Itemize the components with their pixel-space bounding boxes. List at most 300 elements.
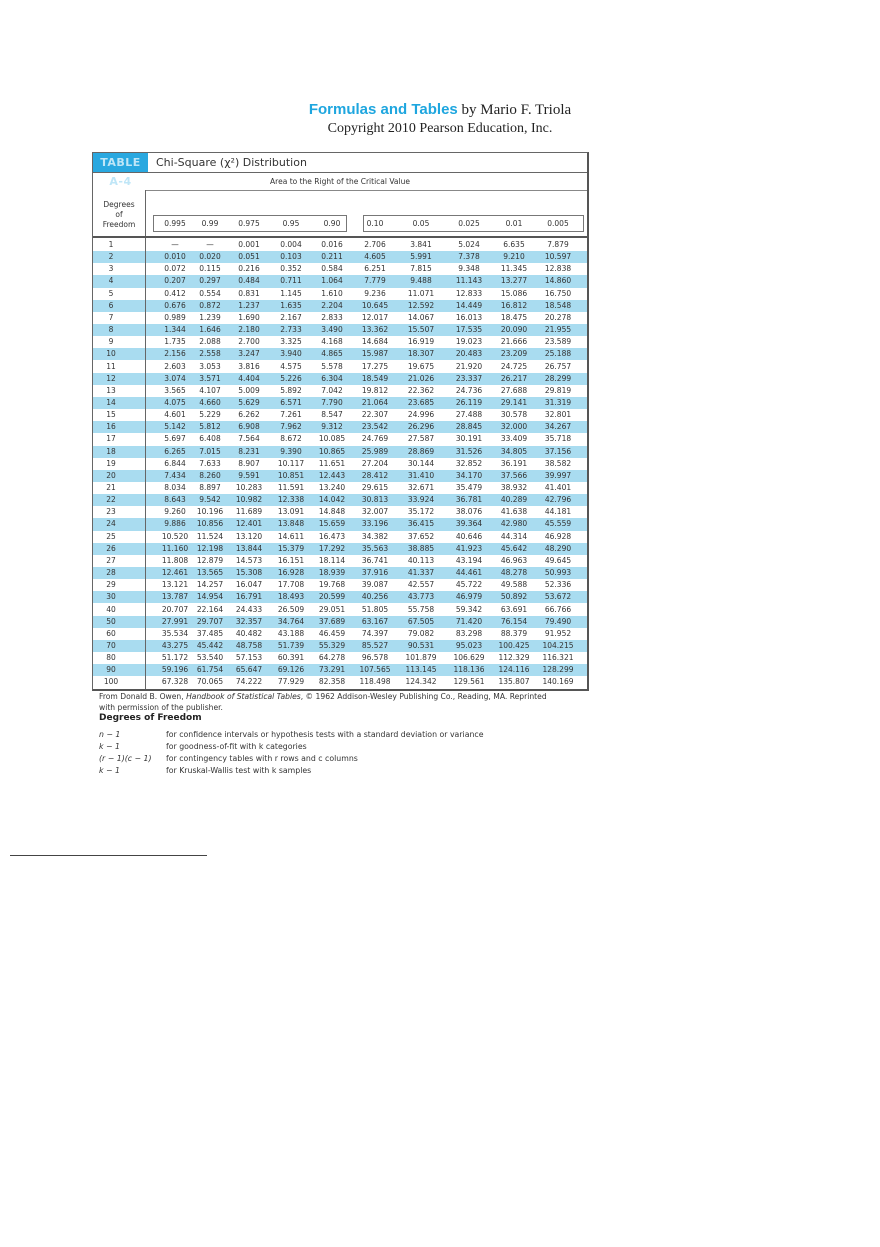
value-cell: 18.307 [407, 349, 435, 359]
value-cell: 35.718 [544, 434, 572, 444]
value-cell: 8.907 [238, 458, 260, 468]
df-cell: 10 [106, 349, 116, 359]
value-cell: 21.666 [500, 337, 528, 347]
value-cell: 11.808 [161, 555, 189, 565]
column-header: 0.005 [547, 219, 569, 228]
df-cell: 7 [108, 312, 114, 322]
value-cell: 0.831 [238, 288, 260, 298]
value-cell: 19.812 [361, 385, 389, 395]
value-cell: 9.348 [458, 264, 480, 274]
value-cell: 0.584 [321, 264, 343, 274]
value-cell: 79.490 [544, 616, 572, 626]
value-cell: 55.329 [318, 640, 346, 650]
value-cell: 5.812 [199, 422, 221, 432]
table-row [93, 579, 587, 591]
value-cell: 49.645 [544, 555, 572, 565]
value-cell: 7.790 [321, 397, 343, 407]
value-cell: 6.304 [321, 373, 343, 383]
value-cell: 6.265 [164, 446, 186, 456]
value-cell: 6.251 [364, 264, 386, 274]
value-cell: 29.707 [196, 616, 224, 626]
value-cell: 1.237 [238, 300, 260, 310]
value-cell: 0.016 [321, 240, 343, 249]
value-cell: 20.599 [318, 592, 346, 602]
value-cell: 28.869 [407, 446, 435, 456]
value-cell: 49.588 [500, 580, 528, 590]
value-cell: 9.591 [238, 470, 260, 480]
value-cell: 65.647 [235, 665, 263, 675]
table-row [93, 494, 587, 506]
value-cell: 4.404 [238, 373, 260, 383]
dof-description: for confidence intervals or hypothesis tests with a standard deviation or variance [166, 730, 484, 739]
author: by Mario F. Triola [457, 102, 572, 118]
value-cell: 9.488 [410, 276, 432, 286]
value-cell: 27.488 [455, 410, 483, 420]
value-cell: 18.475 [500, 312, 528, 322]
value-cell: 38.582 [544, 458, 572, 468]
table-row [93, 288, 587, 300]
value-cell: 3.816 [238, 361, 260, 371]
value-cell: 2.167 [280, 312, 302, 322]
value-cell: 23.685 [407, 397, 435, 407]
value-cell: 14.573 [235, 555, 263, 565]
column-header: 0.975 [238, 219, 260, 228]
value-cell: 43.188 [277, 628, 305, 638]
value-cell: 18.548 [544, 300, 572, 310]
value-cell: 107.565 [359, 665, 391, 675]
value-cell: 71.420 [455, 616, 483, 626]
value-cell: 5.892 [280, 385, 302, 395]
table-row [93, 361, 587, 373]
value-cell: 59.196 [161, 665, 189, 675]
value-cell: 24.769 [361, 434, 389, 444]
value-cell: 34.382 [361, 531, 389, 541]
value-cell: 2.700 [238, 337, 260, 347]
value-cell: 69.126 [277, 665, 305, 675]
value-cell: 15.379 [277, 543, 305, 553]
value-cell: 26.296 [407, 422, 435, 432]
value-cell: 20.278 [544, 312, 572, 322]
value-cell: 1.735 [164, 337, 186, 347]
value-cell: 13.848 [277, 519, 305, 529]
value-cell: 28.299 [544, 373, 572, 383]
value-cell: 79.082 [407, 628, 435, 638]
value-cell: 22.362 [407, 385, 435, 395]
value-cell: 8.547 [321, 410, 343, 420]
table-row [93, 409, 587, 421]
value-cell: 35.172 [407, 507, 435, 517]
table-row [93, 628, 587, 640]
value-cell: 51.739 [277, 640, 305, 650]
value-cell: 42.796 [544, 495, 572, 505]
value-cell: 27.204 [361, 458, 389, 468]
value-cell: 0.989 [164, 312, 186, 322]
df-cell: 22 [106, 495, 116, 505]
value-cell: 14.684 [361, 337, 389, 347]
table-row [93, 433, 587, 445]
value-cell: 39.087 [361, 580, 389, 590]
value-cell: 2.706 [364, 240, 386, 249]
value-cell: 0.072 [164, 264, 186, 274]
value-cell: 21.955 [544, 325, 572, 335]
value-cell: 46.928 [544, 531, 572, 541]
table-row [93, 251, 587, 263]
df-cell: 14 [106, 397, 116, 407]
source-note-line2: with permission of the publisher. [99, 703, 223, 712]
dof-description: for contingency tables with r rows and c columns [166, 754, 358, 763]
value-cell: 48.758 [235, 640, 263, 650]
value-cell: 19.023 [455, 337, 483, 347]
value-cell: 3.571 [199, 373, 221, 383]
value-cell: 36.191 [500, 458, 528, 468]
value-cell: 21.920 [455, 361, 483, 371]
value-cell: 43.194 [455, 555, 483, 565]
table-title: Chi-Square (χ²) Distribution [156, 156, 307, 169]
value-cell: 2.156 [164, 349, 186, 359]
value-cell: 0.020 [199, 252, 221, 262]
value-cell: 4.865 [321, 349, 343, 359]
value-cell: 14.611 [277, 531, 305, 541]
df-header-line: Freedom [102, 220, 136, 229]
value-cell: 1.064 [321, 276, 343, 286]
value-cell: 26.757 [544, 361, 572, 371]
value-cell: 25.188 [544, 349, 572, 359]
value-cell: 5.009 [238, 385, 260, 395]
table-row [93, 664, 587, 676]
value-cell: 13.844 [235, 543, 263, 553]
value-cell: 41.401 [544, 483, 572, 492]
value-cell: 18.549 [361, 373, 389, 383]
value-cell: — [206, 240, 214, 249]
value-cell: 36.781 [455, 495, 483, 505]
value-cell: 106.629 [453, 653, 485, 663]
value-cell: 11.345 [500, 264, 528, 274]
value-cell: 4.107 [199, 385, 221, 395]
value-cell: 13.565 [196, 568, 224, 578]
value-cell: 16.919 [407, 337, 435, 347]
value-cell: 20.707 [161, 604, 189, 614]
value-cell: 10.856 [196, 519, 224, 529]
value-cell: 0.872 [199, 300, 221, 310]
value-cell: 12.838 [544, 264, 572, 274]
value-cell: 83.298 [455, 628, 483, 638]
value-cell: 12.443 [318, 470, 346, 480]
table-row [93, 531, 587, 543]
column-header: 0.01 [505, 219, 523, 228]
table-row [93, 336, 587, 348]
value-cell: 100.425 [498, 640, 530, 650]
value-cell: 24.736 [455, 385, 483, 395]
table-row [93, 385, 587, 397]
value-cell: 27.991 [161, 616, 189, 626]
value-cell: 14.848 [318, 507, 346, 517]
value-cell: 0.207 [164, 276, 186, 286]
table-row [93, 421, 587, 433]
value-cell: 33.409 [500, 434, 528, 444]
value-cell: 5.226 [280, 373, 302, 383]
value-cell: 13.240 [318, 483, 346, 492]
value-cell: 28.412 [361, 470, 389, 480]
value-cell: 6.844 [164, 458, 186, 468]
value-cell: 1.145 [280, 288, 302, 298]
df-cell: 29 [106, 580, 116, 590]
df-header-line: Degrees [103, 200, 135, 209]
value-cell: 13.121 [161, 580, 189, 590]
value-cell: 77.929 [277, 677, 305, 687]
value-cell: 91.952 [544, 628, 572, 638]
value-cell: 2.180 [238, 325, 260, 335]
value-cell: 45.559 [544, 519, 572, 529]
table-row [93, 324, 587, 336]
value-cell: 6.408 [199, 434, 221, 444]
value-cell: 118.498 [359, 677, 391, 687]
value-cell: 63.691 [500, 604, 528, 614]
value-cell: 40.646 [455, 531, 483, 541]
value-cell: 16.013 [455, 312, 483, 322]
df-cell: 5 [108, 288, 114, 298]
dof-heading: Degrees of Freedom [99, 713, 202, 723]
value-cell: 1.646 [199, 325, 221, 335]
value-cell: 74.397 [361, 628, 389, 638]
value-cell: 53.540 [196, 653, 224, 663]
value-cell: 9.542 [199, 495, 221, 505]
df-cell: 16 [106, 422, 116, 432]
value-cell: 6.262 [238, 410, 260, 420]
value-cell: 35.479 [455, 483, 483, 492]
value-cell: 40.482 [235, 628, 263, 638]
value-cell: 73.291 [318, 665, 346, 675]
table-row [93, 300, 587, 312]
df-cell: 27 [106, 555, 116, 565]
value-cell: 0.554 [199, 288, 221, 298]
table-row [93, 676, 587, 688]
value-cell: 13.362 [361, 325, 389, 335]
df-cell: 20 [106, 470, 116, 480]
table-row [93, 348, 587, 360]
value-cell: 0.711 [280, 276, 302, 286]
value-cell: 112.329 [498, 653, 530, 663]
value-cell: 67.328 [161, 677, 189, 687]
value-cell: 0.051 [238, 252, 260, 262]
table-row [93, 446, 587, 458]
value-cell: 12.198 [196, 543, 224, 553]
value-cell: 51.172 [161, 653, 189, 663]
value-cell: 45.442 [196, 640, 224, 650]
value-cell: 30.191 [455, 434, 483, 444]
value-cell: 22.164 [196, 604, 224, 614]
value-cell: 4.601 [164, 410, 186, 420]
value-cell: 25.989 [361, 446, 389, 456]
value-cell: 96.578 [361, 653, 389, 663]
value-cell: 16.812 [500, 300, 528, 310]
value-cell: 15.308 [235, 568, 263, 578]
df-column-divider [145, 238, 146, 689]
value-cell: 32.000 [500, 422, 528, 432]
column-header: 0.99 [201, 219, 219, 228]
value-cell: 14.860 [544, 276, 572, 286]
value-cell: 7.261 [280, 410, 302, 420]
value-cell: 12.461 [161, 568, 189, 578]
value-cell: 31.526 [455, 446, 483, 456]
df-cell: 18 [106, 446, 116, 456]
value-cell: 14.042 [318, 495, 346, 505]
table-row [93, 482, 587, 494]
df-header [93, 200, 145, 230]
value-cell: 20.483 [455, 349, 483, 359]
value-cell: 37.916 [361, 568, 389, 578]
value-cell: 44.314 [500, 531, 528, 541]
value-cell: 128.299 [542, 665, 574, 675]
value-cell: 3.940 [280, 349, 302, 359]
value-cell: 37.156 [544, 446, 572, 456]
value-cell: 1.344 [164, 325, 186, 335]
dof-description: for goodness-of-fit with k categories [166, 742, 307, 751]
value-cell: 14.257 [196, 580, 224, 590]
value-cell: 17.535 [455, 325, 483, 335]
value-cell: 3.053 [199, 361, 221, 371]
table-row [93, 397, 587, 409]
value-cell: 60.391 [277, 653, 305, 663]
value-cell: 16.750 [544, 288, 572, 298]
value-cell: 10.597 [544, 252, 572, 262]
value-cell: 11.524 [196, 531, 224, 541]
value-cell: 13.787 [161, 592, 189, 602]
value-cell: 37.566 [500, 470, 528, 480]
value-cell: 2.733 [280, 325, 302, 335]
table-row [93, 239, 587, 251]
value-cell: 8.260 [199, 470, 221, 480]
dof-expression: k − 1 [99, 766, 120, 775]
value-cell: 1.610 [321, 288, 343, 298]
value-cell: 6.635 [503, 240, 525, 249]
divider [145, 190, 146, 238]
value-cell: 1.690 [238, 312, 260, 322]
value-cell: 48.290 [544, 543, 572, 553]
df-cell: 100 [103, 677, 119, 687]
value-cell: 64.278 [318, 653, 346, 663]
value-cell: 8.231 [238, 446, 260, 456]
df-header-line: of [115, 210, 123, 219]
value-cell: 12.833 [455, 288, 483, 298]
value-cell: 10.283 [235, 483, 263, 492]
footer-rule [10, 855, 207, 856]
value-cell: 23.589 [544, 337, 572, 347]
value-cell: 0.412 [164, 288, 186, 298]
value-cell: 5.697 [164, 434, 186, 444]
df-cell: 70 [106, 640, 116, 650]
value-cell: 38.076 [455, 507, 483, 517]
value-cell: 32.007 [361, 507, 389, 517]
value-cell: 8.672 [280, 434, 302, 444]
value-cell: 12.879 [196, 555, 224, 565]
value-cell: 116.321 [542, 653, 574, 663]
value-cell: 7.633 [199, 458, 221, 468]
value-cell: 37.485 [196, 628, 224, 638]
value-cell: 44.461 [455, 568, 483, 578]
value-cell: 16.047 [235, 580, 263, 590]
value-cell: 90.531 [407, 640, 435, 650]
value-cell: 40.289 [500, 495, 528, 505]
source-suffix: , © 1962 Addison-Wesley Publishing Co., Reading, MA. Reprinted [300, 692, 547, 701]
df-cell: 21 [106, 483, 116, 492]
value-cell: 38.885 [407, 543, 435, 553]
df-cell: 28 [106, 568, 116, 578]
value-cell: 12.338 [277, 495, 305, 505]
value-cell: 41.923 [455, 543, 483, 553]
value-cell: 45.722 [455, 580, 483, 590]
column-header: 0.10 [366, 219, 384, 228]
value-cell: 40.113 [407, 555, 435, 565]
value-cell: 7.815 [410, 264, 432, 274]
dof-expression: k − 1 [99, 742, 120, 751]
value-cell: 2.603 [164, 361, 186, 371]
value-cell: 16.928 [277, 568, 305, 578]
value-cell: 14.449 [455, 300, 483, 310]
value-cell: 31.410 [407, 470, 435, 480]
value-cell: 15.507 [407, 325, 435, 335]
value-cell: 42.557 [407, 580, 435, 590]
value-cell: — [171, 240, 179, 249]
df-cell: 80 [106, 653, 116, 663]
table-row [93, 263, 587, 275]
brand-title: Formulas and Tables [308, 101, 458, 118]
value-cell: 4.168 [321, 337, 343, 347]
value-cell: 42.980 [500, 519, 528, 529]
source-note [99, 692, 547, 701]
value-cell: 7.879 [547, 240, 569, 249]
value-cell: 29.051 [318, 604, 346, 614]
value-cell: 0.297 [199, 276, 221, 286]
value-cell: 124.116 [498, 665, 530, 675]
value-cell: 46.963 [500, 555, 528, 565]
document-header [0, 100, 880, 119]
value-cell: 95.023 [455, 640, 483, 650]
column-header: 0.995 [164, 219, 186, 228]
df-cell: 15 [106, 410, 116, 420]
df-cell: 8 [108, 325, 114, 335]
df-cell: 1 [108, 240, 114, 249]
value-cell: 20.090 [500, 325, 528, 335]
value-cell: 36.741 [361, 555, 389, 565]
value-cell: 9.312 [321, 422, 343, 432]
value-cell: 3.490 [321, 325, 343, 335]
value-cell: 26.217 [500, 373, 528, 383]
value-cell: 5.629 [238, 397, 260, 407]
value-cell: 10.982 [235, 495, 263, 505]
value-cell: 4.075 [164, 397, 186, 407]
value-cell: 7.015 [199, 446, 221, 456]
value-cell: 2.088 [199, 337, 221, 347]
value-cell: 33.924 [407, 495, 435, 505]
value-cell: 10.196 [196, 507, 224, 517]
table-row [93, 555, 587, 567]
value-cell: 18.493 [277, 592, 305, 602]
table-row [93, 604, 587, 616]
table-row [93, 518, 587, 530]
value-cell: 26.509 [277, 604, 305, 614]
value-cell: 31.319 [544, 397, 572, 407]
value-cell: 10.117 [277, 458, 305, 468]
dof-description: for Kruskal-Wallis test with k samples [166, 766, 312, 775]
dof-expression: n − 1 [99, 730, 121, 739]
value-cell: 10.520 [161, 531, 189, 541]
value-cell: 12.592 [407, 300, 435, 310]
table-row [93, 543, 587, 555]
value-cell: 9.886 [164, 519, 186, 529]
df-cell: 2 [108, 252, 114, 262]
divider [145, 190, 587, 191]
value-cell: 34.764 [277, 616, 305, 626]
